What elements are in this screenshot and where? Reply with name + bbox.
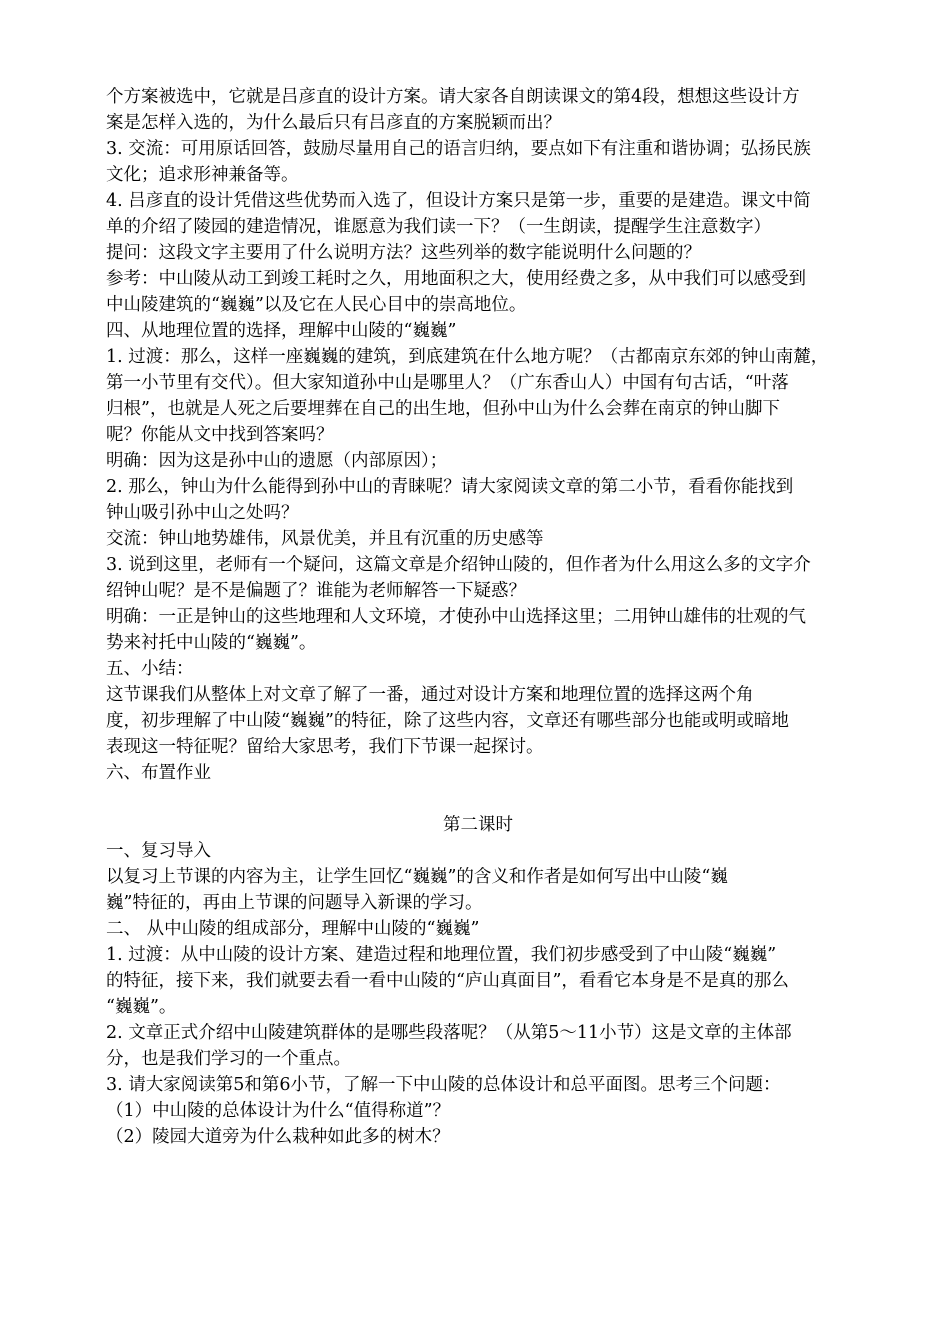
document-page bbox=[106, 84, 850, 1150]
question-item: （1）中山陵的总体设计为什么“值得称道”？ bbox=[106, 1101, 451, 1121]
text-line: 绍钟山呢？是不是偏题了？谁能为老师解答一下疑惑？ bbox=[106, 581, 526, 601]
text-line: 1. 过渡：从中山陵的设计方案、建造过程和地理位置，我们初步感受到了中山陵“巍巍” bbox=[106, 945, 777, 965]
text-line: 呢？你能从文中找到答案吗？ bbox=[106, 425, 334, 445]
text-line: 明确：因为这是孙中山的遗愿（内部原因）； bbox=[106, 451, 448, 471]
text-line: 1. 过渡：那么，这样一座巍巍的建筑，到底建筑在什么地方呢？（古都南京东郊的钟山南麓， bbox=[106, 347, 829, 367]
question-item: （2）陵园大道旁为什么栽种如此多的树木？ bbox=[106, 1127, 450, 1147]
section-heading: 四、从地理位置的选择，理解中山陵的“巍巍” bbox=[106, 321, 457, 341]
text-line: 3. 说到这里，老师有一个疑问，这篇文章是介绍钟山陵的，但作者为什么用这么多的文字介 bbox=[106, 555, 811, 575]
section-heading: 五、小结： bbox=[106, 659, 194, 679]
text-line: 以复习上节课的内容为主，让学生回忆“巍巍”的含义和作者是如何写出中山陵“巍 bbox=[106, 867, 728, 887]
text-line: 2. 那么，钟山为什么能得到孙中山的青睐呢？请大家阅读文章的第二小节，看看你能找到 bbox=[106, 477, 794, 497]
text-line: 势来衬托中山陵的“巍巍”。 bbox=[106, 633, 317, 653]
text-line: 表现这一特征呢？留给大家思考，我们下节课一起探讨。 bbox=[106, 737, 544, 757]
blank-line bbox=[106, 786, 850, 812]
text-line: 度，初步理解了中山陵“巍巍”的特征，除了这些内容，文章还有哪些部分也能或明或暗地 bbox=[106, 711, 789, 731]
text-line: 归根”，也就是人死之后要埋葬在自己的出生地，但孙中山为什么会葬在南京的钟山脚下 bbox=[106, 399, 780, 419]
text-line: 3. 请大家阅读第5和第6小节，了解一下中山陵的总体设计和总平面图。思考三个问题： bbox=[106, 1075, 781, 1095]
text-line: 这节课我们从整体上对文章了解了一番，通过对设计方案和地理位置的选择这两个角 bbox=[106, 685, 754, 705]
text-line: 4. 吕彦直的设计凭借这些优势而入选了，但设计方案只是第一步，重要的是建造。课文中简 bbox=[106, 191, 811, 211]
text-line: 单的介绍了陵园的建造情况，谁愿意为我们读一下？（一生朗读，提醒学生注意数字） bbox=[106, 217, 771, 237]
section-heading: 六、布置作业 bbox=[106, 763, 211, 783]
text-line: 中山陵建筑的“巍巍”以及它在人民心目中的崇高地位。 bbox=[106, 295, 527, 315]
section-heading: 一、复习导入 bbox=[106, 841, 211, 861]
text-line: 3. 交流：可用原话回答，鼓励尽量用自己的语言归纳，要点如下有注重和谐协调；弘扬民族 bbox=[106, 139, 811, 159]
text-line: “巍巍”。 bbox=[106, 997, 177, 1017]
text-line: 参考：中山陵从动工到竣工耗时之久，用地面积之大，使用经费之多，从中我们可以感受到 bbox=[106, 269, 806, 289]
text-line: 钟山吸引孙中山之处吗？ bbox=[106, 503, 299, 523]
text-line: 分，也是我们学习的一个重点。 bbox=[106, 1049, 351, 1069]
text-line: 提问：这段文字主要用了什么说明方法？这些列举的数字能说明什么问题的？ bbox=[106, 243, 701, 263]
text-line: 个方案被选中，它就是吕彦直的设计方案。请大家各自朗读课文的第4段，想想这些设计方 bbox=[106, 87, 800, 107]
text-line: 文化；追求形神兼备等。 bbox=[106, 165, 299, 185]
text-line: 2. 文章正式介绍中山陵建筑群体的是哪些段落呢？（从第5～11小节）这是文章的主体部 bbox=[106, 1023, 792, 1043]
text-line: 第一小节里有交代）。但大家知道孙中山是哪里人？（广东香山人）中国有句古话，“叶落 bbox=[106, 373, 789, 393]
text-line: 巍”特征的，再由上节课的问题导入新课的学习。 bbox=[106, 893, 483, 913]
text-line: 的特征，接下来，我们就要去看一看中山陵的“庐山真面目”，看看它本身是不是真的那么 bbox=[106, 971, 789, 991]
section-heading: 二、 从中山陵的组成部分，理解中山陵的“巍巍” bbox=[106, 919, 480, 939]
text-line: 交流：钟山地势雄伟，风景优美，并且有沉重的历史感等 bbox=[106, 529, 544, 549]
text-line: 明确：一正是钟山的这些地理和人文环境，才使孙中山选择这里；二用钟山雄伟的壮观的气 bbox=[106, 607, 806, 627]
lesson-title: 第二课时 bbox=[443, 815, 513, 835]
text-line: 案是怎样入选的，为什么最后只有吕彦直的方案脱颖而出？ bbox=[106, 113, 561, 133]
